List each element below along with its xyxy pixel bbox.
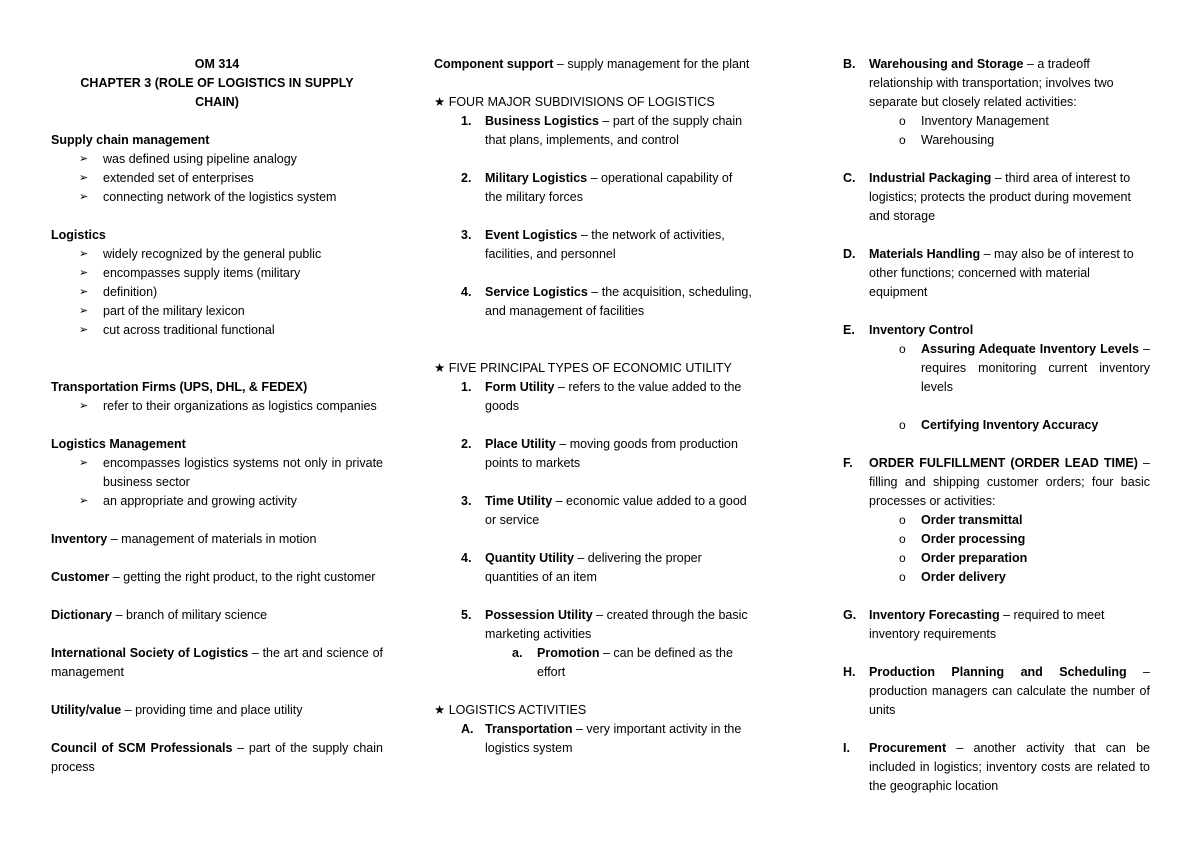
sub-item: o Order processing bbox=[843, 530, 1150, 549]
section-transportation-firms bbox=[51, 378, 383, 416]
arrow-bullet-icon: ➢ bbox=[79, 457, 89, 469]
activity-warehousing: B. Warehousing and Storage – a tradeoff relationship with transportation; involves two separate but closely related activities: o Inventory Management o Warehousing bbox=[843, 55, 1150, 150]
bullet-item: ➢ encompasses logistics systems not only in private business sector bbox=[79, 456, 383, 489]
arrow-bullet-icon: ➢ bbox=[79, 248, 89, 260]
bullet-item: ➢ extended set of enterprises bbox=[51, 169, 383, 188]
arrow-bullet-icon: ➢ bbox=[79, 267, 89, 279]
list-item: 1. Business Logistics – part of the supply chain that plans, implements, and control bbox=[461, 114, 743, 147]
definition-inventory: Inventory – management of materials in motion bbox=[51, 532, 317, 546]
definition-council-scm: Council of SCM Professionals – part of the supply chain process bbox=[51, 741, 383, 774]
section-supply-chain-management bbox=[51, 131, 383, 207]
sub-list-item: a. Promotion – can be defined as the effort bbox=[512, 646, 733, 679]
sub-item: o Order delivery bbox=[843, 568, 1150, 587]
circle-bullet-icon: o bbox=[899, 570, 906, 584]
sub-item: o Assuring Adequate Inventory Levels – requires monitoring current inventory levels bbox=[899, 342, 1150, 394]
course-code: OM 314 bbox=[194, 57, 240, 71]
bullet-item: ➢ connecting network of the logistics system bbox=[51, 188, 383, 207]
circle-bullet-icon: o bbox=[899, 418, 906, 432]
sub-item: o Certifying Inventory Accuracy bbox=[843, 416, 1150, 435]
list-item: A. Transportation – very important activity in the logistics system bbox=[461, 722, 742, 755]
definition-utility-value: Utility/value – providing time and place utility bbox=[51, 703, 303, 717]
section-heading: Transportation Firms (UPS, DHL, & FEDEX) bbox=[51, 380, 308, 394]
sub-item: o Inventory Management bbox=[843, 112, 1150, 131]
bullet-item: ➢ definition) bbox=[51, 283, 383, 302]
list-item: 3. Event Logistics – the network of activities, facilities, and personnel bbox=[461, 228, 725, 261]
section-heading: ★ FOUR MAJOR SUBDIVISIONS OF LOGISTICS bbox=[434, 95, 715, 109]
activity-inventory-control: E. Inventory Control o Assuring Adequate Inventory Levels – requires monitoring current inventory levels o Certifying Inventory Accuracy bbox=[843, 321, 1150, 435]
circle-bullet-icon: o bbox=[899, 532, 906, 546]
definition-customer: Customer – getting the right product, to the right customer bbox=[51, 570, 376, 584]
star-icon: ★ bbox=[434, 95, 446, 109]
arrow-bullet-icon: ➢ bbox=[79, 495, 89, 507]
definition-international-society: International Society of Logistics – the art and science of management bbox=[51, 646, 383, 679]
list-item: 5. Possession Utility – created through the basic marketing activities bbox=[461, 608, 748, 641]
arrow-bullet-icon: ➢ bbox=[79, 286, 89, 298]
circle-bullet-icon: o bbox=[899, 133, 906, 147]
arrow-bullet-icon: ➢ bbox=[79, 400, 89, 412]
bullet-item: ➢ was defined using pipeline analogy bbox=[51, 150, 383, 169]
activity-materials-handling: D. Materials Handling – may also be of interest to other functions; concerned with material equipment bbox=[843, 247, 1134, 299]
bullet-item: ➢ an appropriate and growing activity bbox=[51, 492, 383, 511]
section-heading: Logistics bbox=[51, 228, 106, 242]
circle-bullet-icon: o bbox=[899, 114, 906, 128]
section-four-subdivisions bbox=[434, 93, 769, 321]
arrow-bullet-icon: ➢ bbox=[79, 153, 89, 165]
section-heading: Supply chain management bbox=[51, 133, 210, 147]
star-icon: ★ bbox=[434, 703, 446, 717]
list-item: 4. Quantity Utility – delivering the proper quantities of an item bbox=[461, 551, 702, 584]
activity-procurement: I. Procurement – another activity that can be included in logistics; inventory costs are related to the geographic location bbox=[843, 741, 1150, 793]
section-heading: ★ LOGISTICS ACTIVITIES bbox=[434, 703, 587, 717]
section-logistics bbox=[51, 226, 383, 340]
circle-bullet-icon: o bbox=[899, 551, 906, 565]
bullet-item: ➢ refer to their organizations as logistics companies bbox=[51, 397, 383, 416]
chapter-title-line-1: CHAPTER 3 (ROLE OF LOGISTICS IN SUPPLY bbox=[80, 76, 354, 90]
section-logistics-management bbox=[51, 435, 383, 511]
document-title bbox=[51, 55, 383, 112]
arrow-bullet-icon: ➢ bbox=[79, 191, 89, 203]
sub-item: o Order preparation bbox=[843, 549, 1150, 568]
arrow-bullet-icon: ➢ bbox=[79, 305, 89, 317]
section-logistics-activities bbox=[434, 701, 769, 758]
bullet-item: ➢ cut across traditional functional bbox=[51, 321, 383, 340]
definition-component-support: Component support – supply management for the plant bbox=[434, 57, 750, 71]
activity-inventory-forecasting: G. Inventory Forecasting – required to meet inventory requirements bbox=[843, 608, 1105, 641]
activity-order-fulfillment: F. ORDER FULFILLMENT (ORDER LEAD TIME) – filling and shipping customer orders; four basic processes or activities: o Order transmittal o Order processing o Order preparation o Order delivery bbox=[843, 454, 1150, 587]
list-item: 2. Place Utility – moving goods from production points to markets bbox=[461, 437, 738, 470]
section-economic-utility bbox=[434, 359, 769, 682]
activity-production-planning: H. Production Planning and Scheduling – production managers can calculate the number of units bbox=[843, 665, 1150, 717]
list-item: 4. Service Logistics – the acquisition, scheduling, and management of facilities bbox=[461, 285, 752, 318]
sub-item: o Order transmittal bbox=[843, 511, 1150, 530]
column-2 bbox=[434, 55, 769, 777]
activity-industrial-packaging: C. Industrial Packaging – third area of interest to logistics; protects the product during movement and storage bbox=[843, 171, 1131, 223]
column-1 bbox=[51, 55, 383, 796]
section-heading: Logistics Management bbox=[51, 437, 186, 451]
sub-item: o Warehousing bbox=[843, 131, 1150, 150]
bullet-item: ➢ widely recognized by the general public bbox=[51, 245, 383, 264]
arrow-bullet-icon: ➢ bbox=[79, 172, 89, 184]
column-3 bbox=[843, 55, 1150, 815]
circle-bullet-icon: o bbox=[899, 513, 906, 527]
definition-dictionary: Dictionary – branch of military science bbox=[51, 608, 268, 622]
chapter-title-line-2: CHAIN) bbox=[195, 95, 239, 109]
list-item: 2. Military Logistics – operational capability of the military forces bbox=[461, 171, 733, 204]
list-item: 1. Form Utility – refers to the value added to the goods bbox=[461, 380, 742, 413]
bullet-item: ➢ encompasses supply items (military bbox=[51, 264, 383, 283]
circle-bullet-icon: o bbox=[899, 342, 906, 356]
star-icon: ★ bbox=[434, 361, 446, 375]
list-item: 3. Time Utility – economic value added to a good or service bbox=[461, 494, 747, 527]
arrow-bullet-icon: ➢ bbox=[79, 324, 89, 336]
bullet-item: ➢ part of the military lexicon bbox=[51, 302, 383, 321]
section-heading: ★ FIVE PRINCIPAL TYPES OF ECONOMIC UTILITY bbox=[434, 361, 732, 375]
